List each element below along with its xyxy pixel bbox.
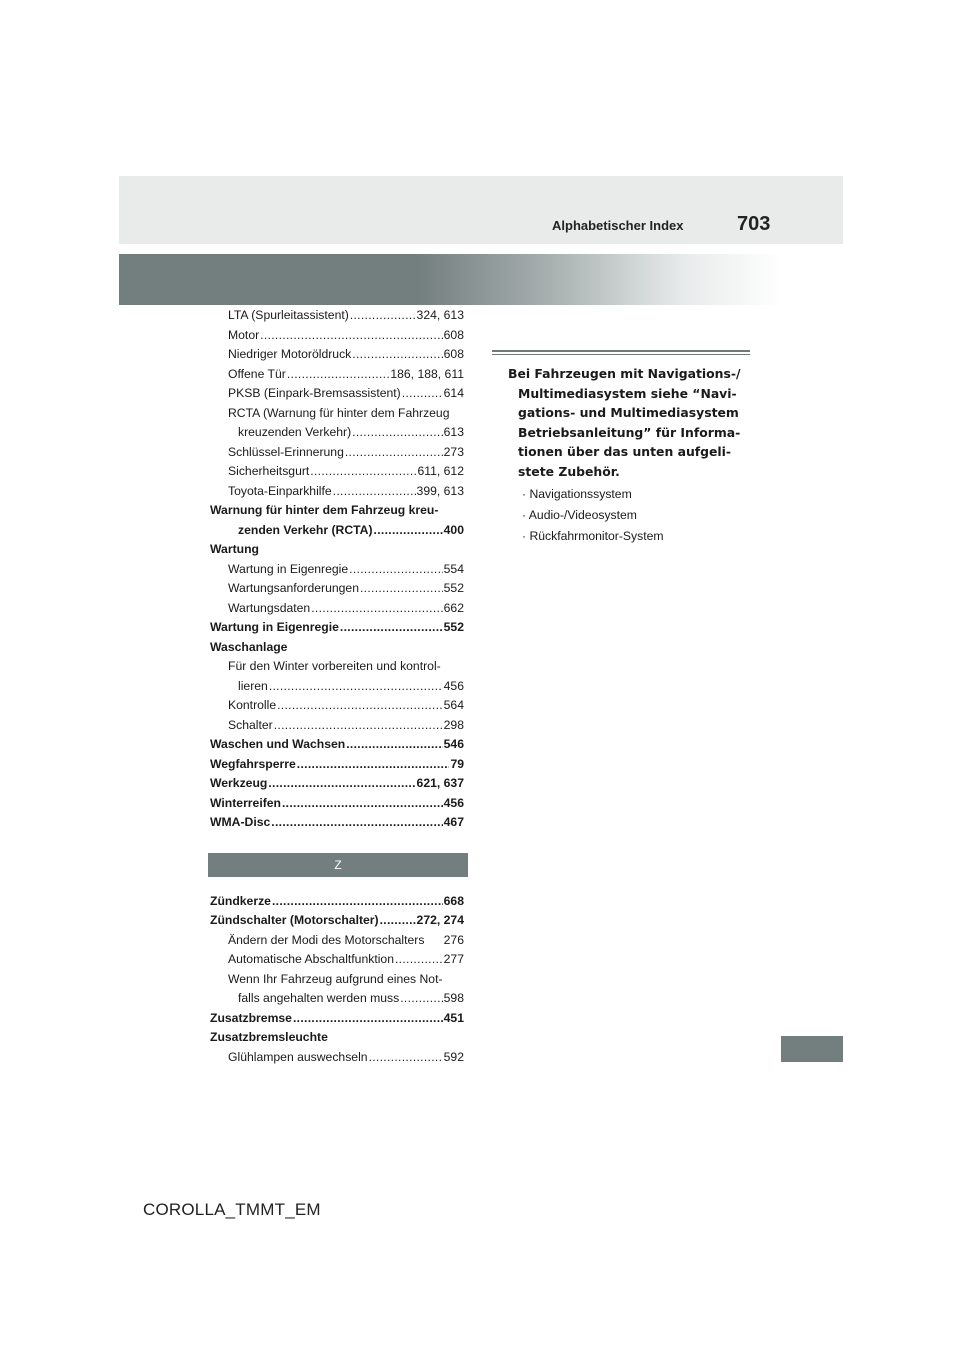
index-entry-text: Wartung [210, 542, 259, 556]
index-entry [210, 757, 464, 777]
index-entry-pages: 564 [443, 698, 464, 712]
note-line: Multimediasystem siehe “Navi- [518, 385, 737, 401]
dot-leader [345, 445, 443, 459]
index-entry-pages: 608 [443, 327, 464, 342]
index-entry-text: PKSB (Einpark-Bremsassistent) [228, 386, 401, 400]
index-entry [210, 328, 464, 348]
dot-leader [352, 347, 442, 361]
dot-leader [369, 1050, 443, 1064]
header-gradient-bar [119, 254, 783, 305]
index-entry-text: Ändern der Modi des Motorschalters [228, 932, 425, 947]
accessory-item: · Rückfahrmonitor-System [522, 529, 664, 543]
dot-leader [350, 308, 416, 322]
index-entry-text: Schlüssel-Erinnerung [228, 444, 344, 459]
index-entry-text: Kontrolle [228, 698, 277, 712]
index-entry [210, 737, 464, 757]
index-entry [210, 933, 464, 953]
index-entry-pages: 554 [443, 561, 464, 576]
index-entry-pages: 400 [443, 522, 464, 537]
index-entry-text: Wartungsanforderungen [228, 581, 359, 595]
note-rule [492, 350, 750, 355]
index-entry-pages: 451 [443, 1010, 464, 1025]
footer-document-id: COROLLA_TMMT_EM [143, 1200, 321, 1219]
index-entry-pages: 456 [443, 795, 464, 810]
note-line: Betriebsanleitung” für Informa- [518, 424, 741, 440]
index-entry-text: Toyota-Einparkhilfe [228, 483, 332, 498]
index-entry [210, 796, 464, 816]
index-entry [210, 913, 464, 933]
index-entry-text: WMA-Disc [210, 815, 271, 829]
index-entry-pages: 456 [443, 678, 464, 693]
index-entry-pages: 546 [443, 737, 464, 751]
index-entry [210, 308, 464, 328]
index-entry-text: Zündschalter (Motorschalter) [210, 913, 379, 927]
section-title: Alphabetischer Index [552, 218, 684, 233]
accessory-list [522, 484, 664, 547]
dot-leader [274, 718, 443, 732]
index-entry-text: Niedriger Motoröldruck [228, 347, 352, 361]
index-entry [210, 679, 464, 699]
index-entry [210, 972, 464, 992]
index-entry [210, 367, 464, 387]
index-entry-text: Wartungsdaten [228, 600, 311, 615]
index-entry [210, 445, 464, 465]
dot-leader [269, 679, 443, 693]
dot-leader [340, 620, 443, 634]
index-entry-text: Motor [228, 327, 260, 342]
index-entry-pages: 608 [443, 347, 464, 361]
index-entry [210, 894, 464, 914]
index-entry [210, 952, 464, 972]
dot-leader [400, 991, 442, 1005]
note-line: gations- und Multimediasystem [518, 405, 739, 421]
note-line: tionen über das unten aufgeli- [518, 444, 732, 460]
index-entry [210, 523, 464, 543]
index-entry [210, 991, 464, 1011]
index-entry [210, 542, 464, 562]
index-entry-pages: 613 [443, 425, 464, 439]
index-entry-text: kreuzenden Verkehr) [238, 425, 352, 439]
dot-leader [272, 894, 443, 908]
index-entry-pages: 598 [443, 991, 464, 1005]
index-entry [210, 425, 464, 445]
index-entry-pages: 552 [443, 620, 464, 634]
index-entry [210, 503, 464, 523]
index-entry-text: Wartung in Eigenregie [210, 620, 339, 634]
index-entry-text: Waschanlage [210, 639, 288, 654]
dot-leader [346, 737, 442, 751]
dot-leader [333, 484, 416, 498]
index-entry-text: zenden Verkehr (RCTA) [238, 522, 373, 537]
dot-leader [287, 367, 390, 381]
index-entry [210, 406, 464, 426]
dot-leader [293, 1011, 443, 1025]
dot-leader [380, 913, 416, 927]
dot-leader [297, 757, 450, 771]
index-entry [210, 640, 464, 660]
index-entry-pages: 668 [443, 893, 464, 908]
index-entry-text: Sicherheitsgurt [228, 464, 310, 478]
accessory-item: · Navigationssystem [522, 487, 632, 501]
index-entry [210, 659, 464, 679]
index-column-left [210, 308, 464, 1069]
dot-leader [260, 328, 443, 342]
index-entry-pages: 621, 637 [416, 776, 464, 790]
index-list-z [210, 894, 464, 1070]
index-entry [210, 484, 464, 504]
index-entry [210, 815, 464, 835]
index-entry-text: falls angehalten werden muss [238, 991, 400, 1005]
index-entry [210, 601, 464, 621]
index-entry [210, 698, 464, 718]
index-entry-text: Werkzeug [210, 776, 268, 790]
index-entry [210, 1011, 464, 1031]
dot-leader [352, 425, 443, 439]
index-entry-pages: 186, 188, 611 [390, 366, 464, 381]
index-entry-text: Schalter [228, 717, 273, 732]
index-entry-pages: 273 [443, 444, 464, 459]
index-entry [210, 562, 464, 582]
index-entry-text: Für den Winter vorbereiten und kontrol- [228, 659, 441, 673]
index-entry-text: Glühlampen auswechseln [228, 1049, 368, 1064]
index-entry [210, 1050, 464, 1070]
index-entry-pages: 552 [443, 581, 464, 595]
index-entry-text: Automatische Abschaltfunktion [228, 952, 394, 966]
index-entry-pages: 399, 613 [416, 483, 464, 498]
index-entry-text: lieren [238, 678, 268, 693]
dot-leader [271, 815, 442, 829]
index-entry [210, 620, 464, 640]
note-line: stete Zubehör. [518, 463, 620, 479]
index-entry [210, 581, 464, 601]
index-entry-text: Warnung für hinter dem Fahrzeug kreu- [210, 503, 439, 517]
dot-leader [268, 776, 415, 790]
index-entry-text: Winterreifen [210, 795, 281, 810]
index-entry [210, 386, 464, 406]
accessory-item: · Audio-/Videosystem [522, 508, 637, 522]
chapter-side-tab [781, 1036, 843, 1062]
index-entry-text: Wenn Ihr Fahrzeug aufgrund eines Not- [228, 971, 443, 986]
dot-leader [395, 952, 443, 966]
index-entry-text: RCTA (Warnung für hinter dem Fahrzeug [228, 405, 450, 420]
dot-leader [402, 386, 443, 400]
dot-leader [277, 698, 443, 712]
dot-leader [310, 464, 416, 478]
index-entry-text: Waschen und Wachsen [210, 737, 346, 751]
index-entry-pages: 611, 612 [417, 464, 464, 478]
letter-heading-z: Z [208, 853, 468, 877]
index-list-w [210, 308, 464, 835]
index-entry-text: Zusatzbremsleuchte [210, 1030, 328, 1044]
dot-leader [282, 796, 443, 810]
index-entry-pages: 277 [443, 952, 464, 966]
index-entry [210, 464, 464, 484]
index-entry-pages: 276 [443, 932, 464, 947]
index-entry-text: Wegfahrsperre [210, 756, 296, 771]
dot-leader [360, 581, 443, 595]
index-entry-pages: 298 [443, 717, 464, 732]
index-entry [210, 1030, 464, 1050]
dot-leader [311, 601, 442, 615]
index-entry-pages: 324, 613 [416, 308, 464, 322]
note-line: Bei Fahrzeugen mit Navigations-/ [508, 366, 741, 381]
index-entry-text: Offene Tür [228, 366, 286, 381]
dot-leader [349, 562, 443, 576]
page-number: 703 [737, 213, 771, 235]
index-entry-text: LTA (Spurleitassistent) [228, 308, 349, 322]
index-entry [210, 776, 464, 796]
header-band [119, 176, 843, 244]
index-entry [210, 347, 464, 367]
index-entry [210, 718, 464, 738]
index-entry-text: Zusatzbremse [210, 1010, 292, 1025]
index-entry-text: Wartung in Eigenregie [228, 561, 349, 576]
accessory-note [508, 364, 758, 482]
index-entry-text: Zündkerze [210, 893, 271, 908]
dot-leader [374, 523, 443, 537]
index-entry-pages: 79 [450, 756, 464, 771]
index-entry-pages: 662 [443, 600, 464, 615]
index-entry-pages: 614 [443, 386, 464, 400]
index-entry-pages: 272, 274 [416, 913, 464, 927]
index-entry-pages: 592 [443, 1049, 464, 1064]
index-entry-pages: 467 [443, 815, 464, 829]
